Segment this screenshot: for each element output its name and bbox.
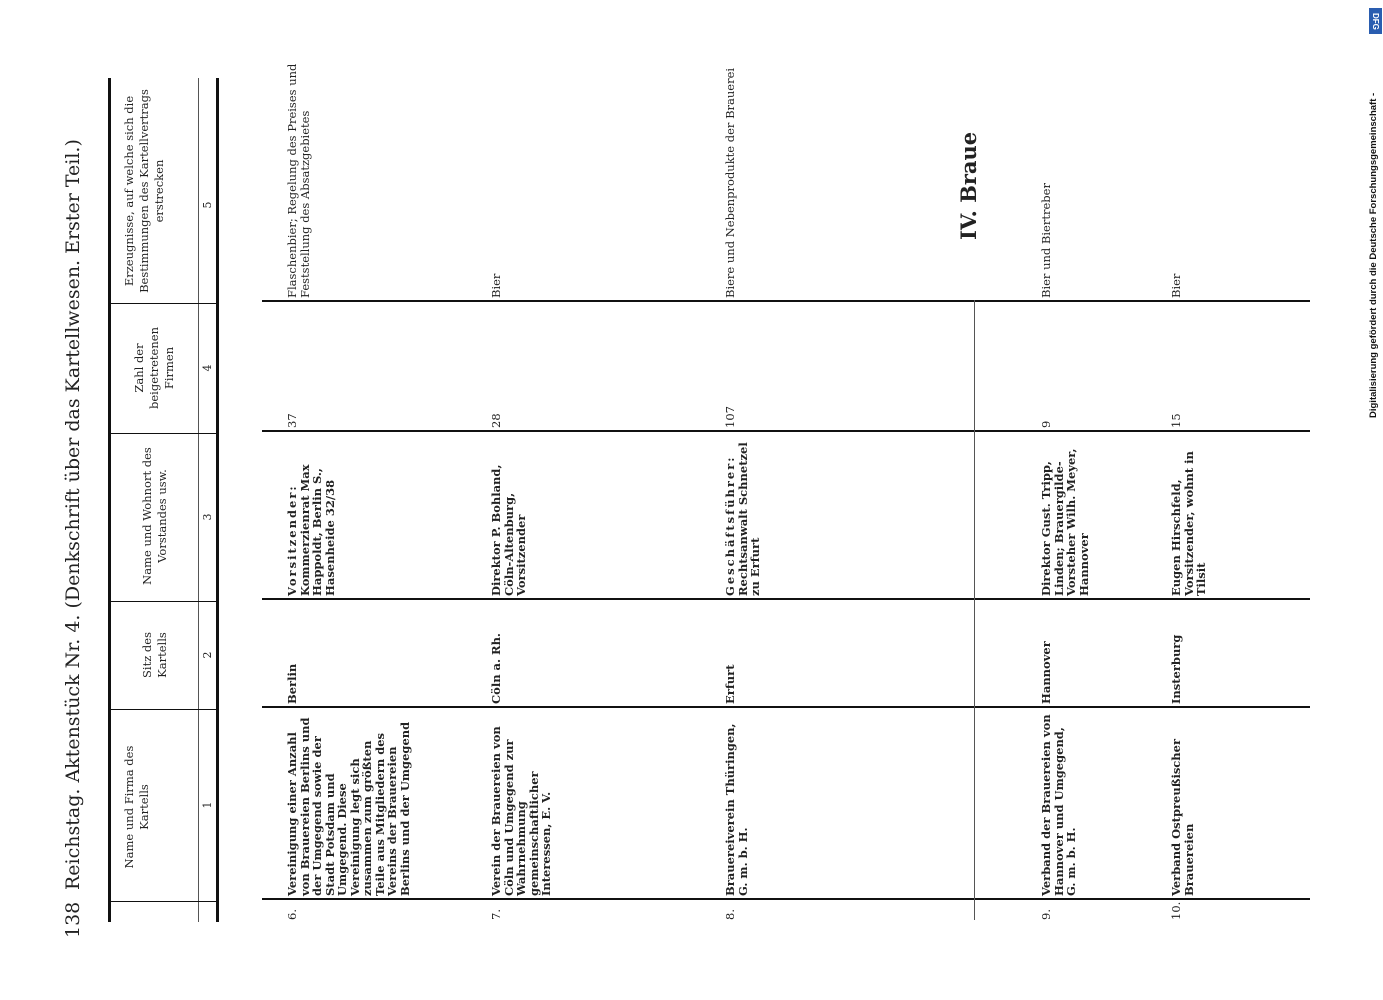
row-6-board-text: Kommerzienrat Max Happoldt, Berlin S., Hasenheide 32/38 [297, 464, 337, 596]
row-separator-8-9 [974, 300, 975, 920]
section-heading: IV. Braue [956, 131, 981, 240]
row-10-name: Verband Ostpreußischer Brauereien [1169, 738, 1196, 896]
row-7-number: 7. [489, 909, 503, 920]
row-7-name: Verein der Brauereien von Cöln und Umgegend zur Wahrnehmung gemeinschaftlicher Interessen, E. V. [489, 726, 553, 896]
row-8-products: Biere und Nebenprodukte der Brauerei [723, 67, 737, 298]
row-8-seat: Erfurt [723, 664, 737, 704]
body-col-divider-5 [262, 300, 1310, 302]
row-9-name: Verband der Brauereien von Hannover und Umgegend, G. m. b. H. [1039, 714, 1078, 896]
row-9-board [1040, 434, 1090, 596]
row-8-name: Brauereiverein Thüringen, G. m. b. H. [723, 723, 750, 896]
row-8-number: 8. [723, 909, 737, 920]
header-col-divider-4 [108, 433, 218, 434]
row-8-firms: 107 [723, 406, 737, 428]
row-6-firms: 37 [285, 413, 299, 428]
header-col-divider-5 [108, 303, 218, 304]
row-10-firms: 15 [1169, 413, 1183, 428]
header-top-rule [108, 78, 111, 922]
row-6-seat: Berlin [285, 663, 299, 704]
row-10-board [1170, 434, 1208, 596]
header-col-divider-2 [108, 709, 218, 710]
row-9-board-text: Direktor Gust. Tripp, Linden; Brauergilde-Vorsteher Wilh. Meyer, Hannover [1039, 448, 1091, 596]
header-board-label: Name und Wohnort des Vorstandes usw. [140, 447, 169, 585]
header-number-rule [198, 78, 199, 922]
header-seat-num: 2 [201, 651, 214, 659]
row-10-seat: Insterburg [1169, 634, 1183, 704]
header-firms-label: Zahl der beigetretenen Firmen [132, 327, 176, 409]
row-7-board-text: Direktor P. Bohland, Cöln-Altenburg, Vorsitzender [489, 464, 528, 596]
digitization-text: Digitalisierung gefördert durch die Deutsche Forschungsgemeinschaft - [1368, 92, 1379, 418]
row-8-board [724, 434, 762, 596]
header-firms-num: 4 [201, 364, 214, 372]
header-col-divider-1 [108, 901, 218, 902]
header-seat-label: Sitz des Kartells [140, 632, 169, 678]
row-7-firms: 28 [489, 413, 503, 428]
page-number: 138 [62, 901, 84, 938]
body-col-divider-4 [262, 430, 1310, 432]
header-products-label: Erzeugnisse, auf welche sich die Bestimmungen des Kartellvertrags erstrecken [122, 89, 166, 293]
header-name-label: Name und Firma des Kartells [122, 745, 151, 869]
row-7-products: Bier [489, 273, 503, 298]
row-9-products: Bier und Biertreber [1039, 183, 1053, 298]
row-10-products: Bier [1169, 273, 1183, 298]
body-col-divider-1 [262, 898, 1310, 900]
row-9-firms: 9 [1039, 420, 1053, 428]
row-6-board [286, 434, 336, 596]
row-6-name: Vereinigung einer Anzahl von Brauereien Berlins und der Umgegend sowie der Stadt Potsdam und Umgegend. Diese Vereinigung legt sich zusammen zum größten Teile aus Mitgliedern des Vereins der Brauereien Berlins und der Umgegend [285, 717, 412, 896]
row-7-seat: Cöln a. Rh. [489, 633, 503, 704]
row-8-board-text: Rechtsanwalt Schnetzel zu Erfurt [735, 442, 762, 596]
row-10-number: 10. [1169, 901, 1183, 920]
body-col-divider-3 [262, 598, 1310, 600]
row-7-board [490, 434, 528, 596]
header-board-num: 3 [201, 513, 214, 521]
dfg-logo: DFG [1369, 8, 1382, 34]
row-6-board-label: Vorsitzender: [285, 484, 299, 596]
row-9-seat: Hannover [1039, 641, 1053, 704]
header-bottom-rule [216, 78, 219, 922]
row-10-board-text: Eugen Hirschfeld, Vorsitzender, wohnt in Tilsit [1169, 451, 1208, 596]
running-head: Reichstag. Aktenstück Nr. 4. (Denkschrift über das Kartellwesen. Erster Teil.) [62, 139, 84, 890]
body-col-divider-2 [262, 706, 1310, 708]
digitization-note [1368, 8, 1383, 418]
row-9-number: 9. [1039, 909, 1053, 920]
header-products-num: 5 [201, 201, 214, 209]
header-col-divider-3 [108, 601, 218, 602]
row-6-number: 6. [285, 909, 299, 920]
row-6-products: Flaschenbier; Regelung des Preises und Feststellung des Absatzgebietes [285, 63, 312, 298]
header-name-num: 1 [201, 801, 214, 809]
row-8-board-label: Geschäftsführer: [723, 455, 737, 596]
